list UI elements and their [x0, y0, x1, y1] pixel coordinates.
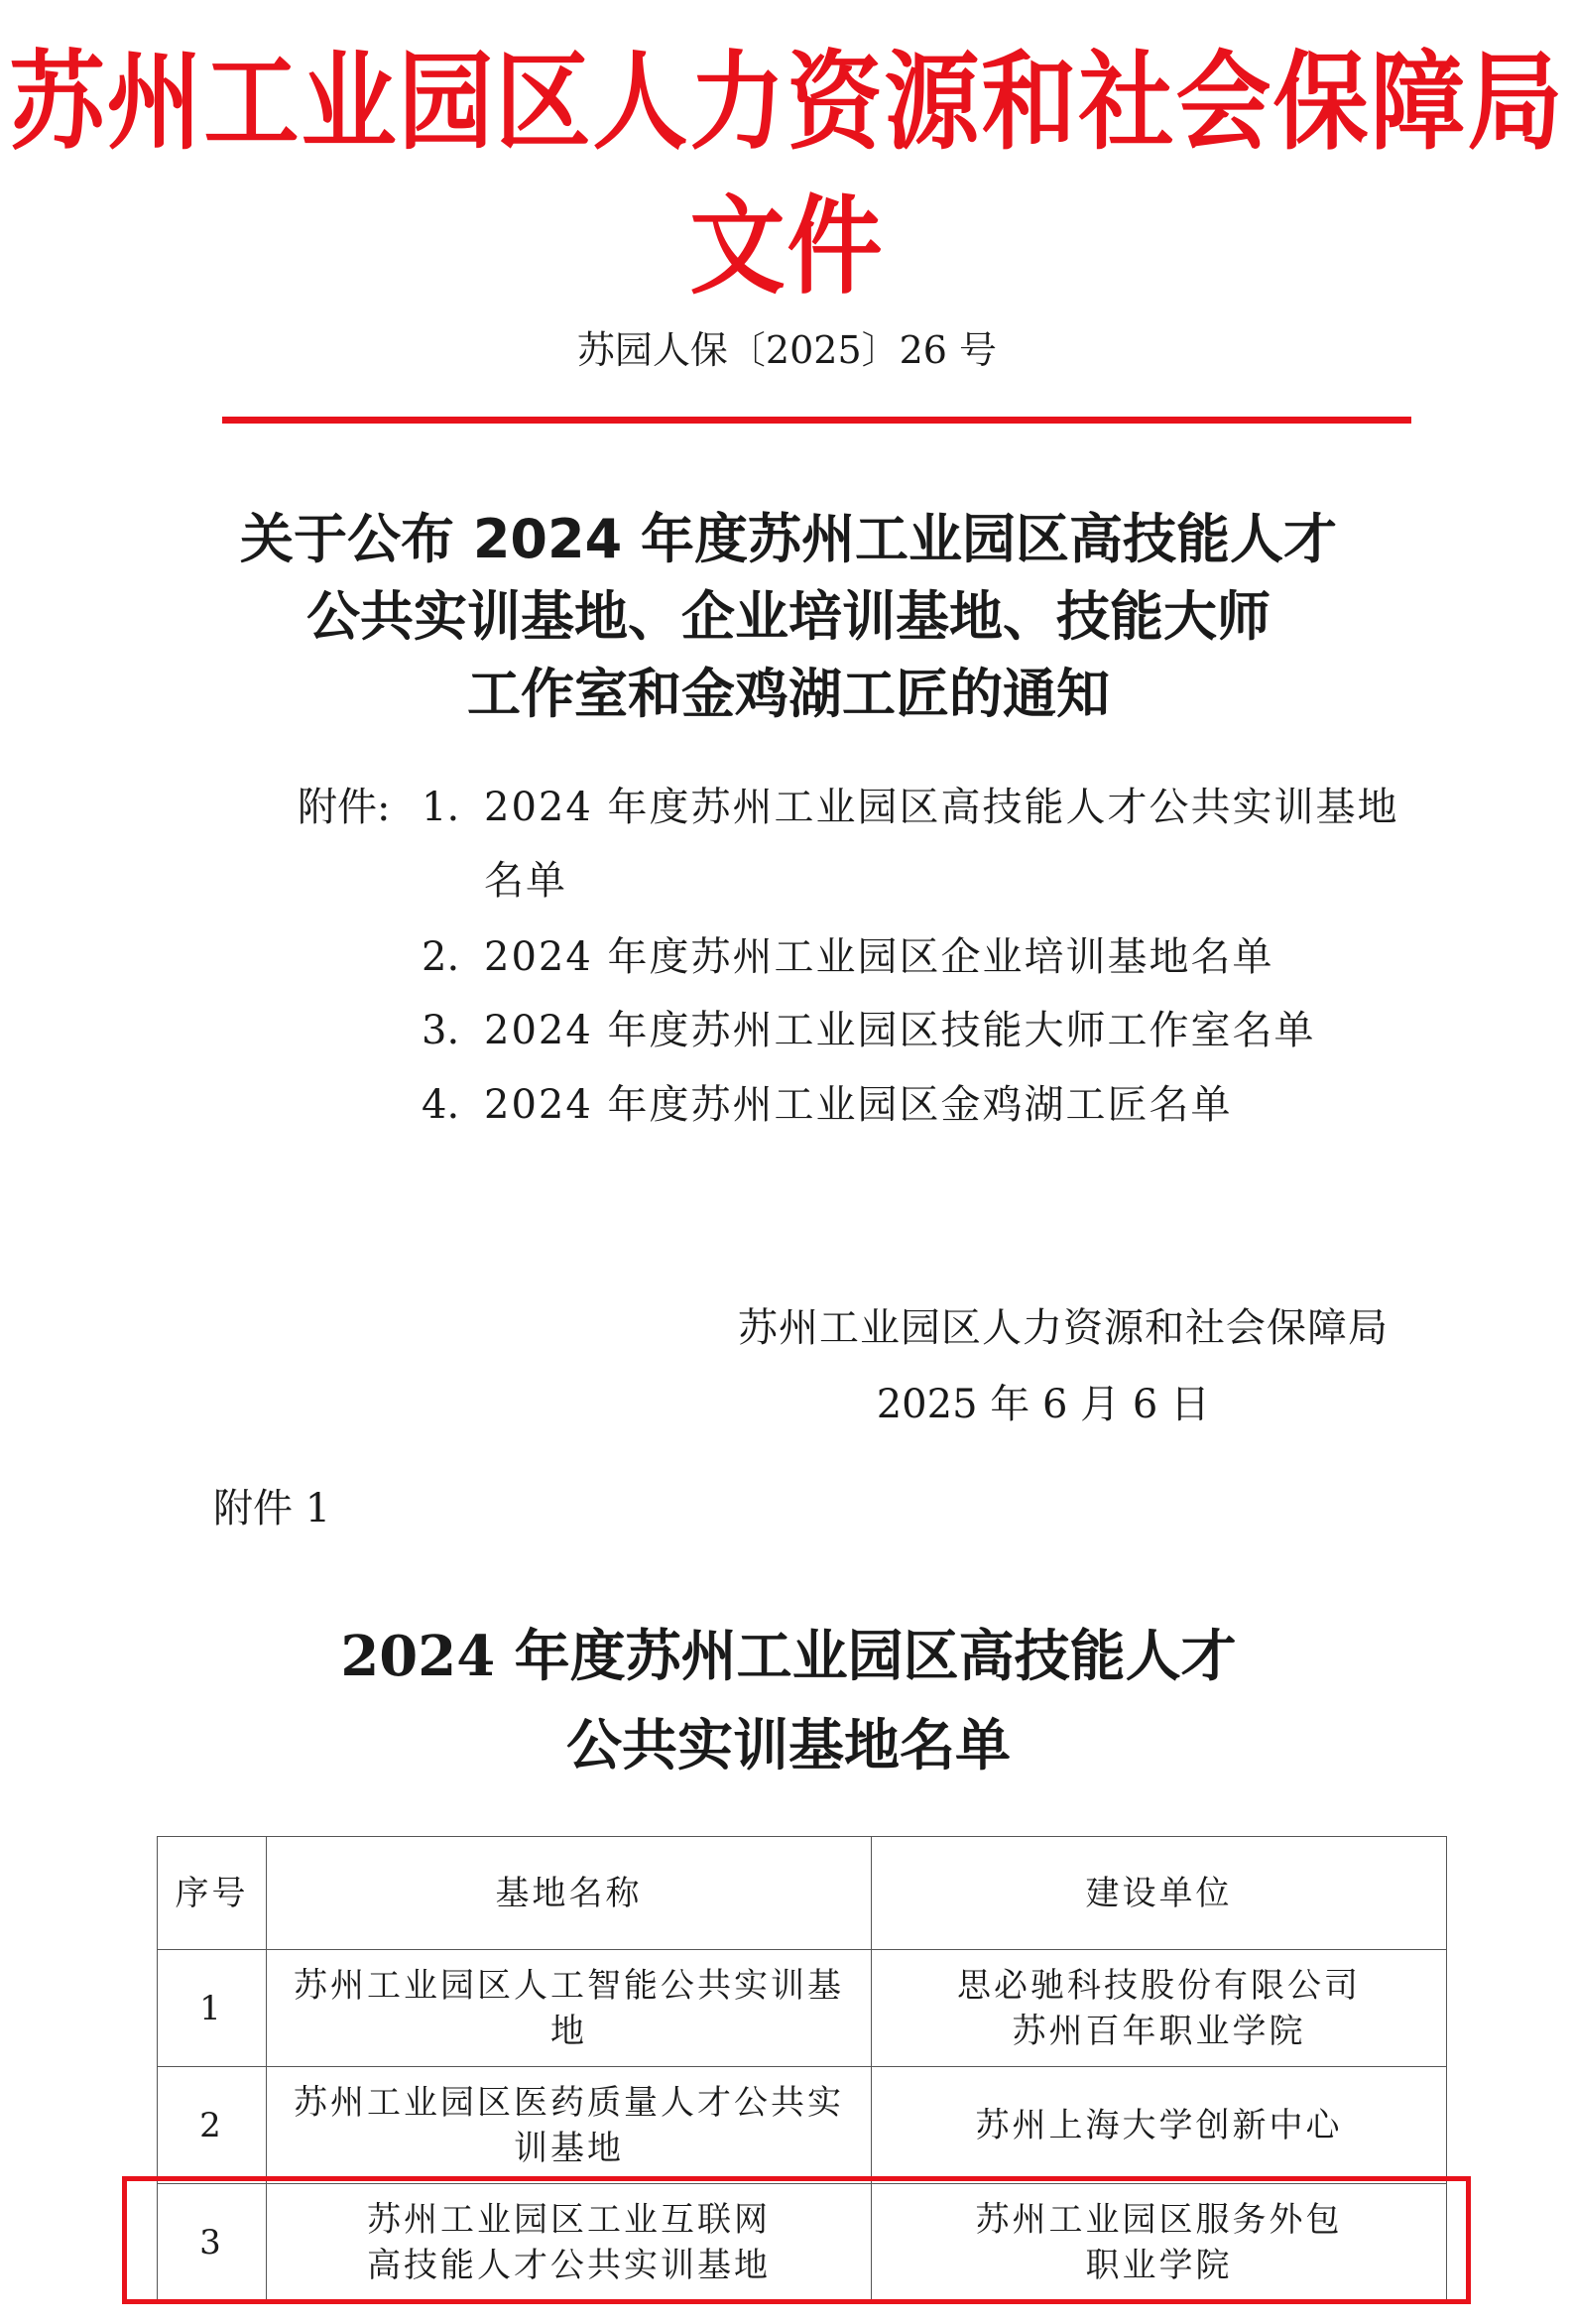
table-row: [158, 2067, 1447, 2184]
base-name: 苏州工业园区人工智能公共实训基地: [267, 1950, 872, 2067]
header-index: 序号: [158, 1837, 267, 1950]
base-name: 苏州工业园区工业互联网 高技能人才公共实训基地: [267, 2184, 872, 2301]
list-title-line-2: 公共实训基地名单: [566, 1713, 1011, 1778]
title-line-2: 公共实训基地、企业培训基地、技能大师: [306, 585, 1271, 648]
table-header-row: [158, 1837, 1447, 1950]
header-construction-unit: 建设单位: [872, 1837, 1447, 1950]
table-row: [158, 1950, 1447, 2067]
title-line-3: 工作室和金鸡湖工匠的通知: [467, 663, 1110, 725]
construction-unit: 思必驰科技股份有限公司 苏州百年职业学院: [872, 1950, 1447, 2067]
row-index: 3: [158, 2184, 267, 2301]
attachment-item-1-continuation: 名单: [484, 858, 567, 904]
red-divider-line: [222, 417, 1411, 424]
list-title: [149, 1612, 1428, 1790]
row-3-highlight-box: [122, 2176, 1471, 2304]
document-masthead: 苏州工业园区人力资源和社会保障局文件: [9, 40, 1565, 309]
construction-unit: 苏州上海大学创新中心: [872, 2067, 1447, 2184]
issue-date: 2025 年 6 月 6 日: [876, 1382, 1210, 1427]
attachment-item-3-text: 2024 年度苏州工业园区技能大师工作室名单: [484, 1008, 1316, 1053]
notice-title: [149, 501, 1428, 733]
attachment-item-1-text: 2024 年度苏州工业园区高技能人才公共实训基地: [484, 785, 1399, 830]
construction-unit: 苏州工业园区服务外包 职业学院: [872, 2184, 1447, 2301]
base-name: 苏州工业园区医药质量人才公共实训基地: [267, 2067, 872, 2184]
attachment-number: 1.: [422, 785, 460, 830]
annex-label: 附件 1: [213, 1486, 331, 1531]
attachment-item-4-text: 2024 年度苏州工业园区金鸡湖工匠名单: [484, 1082, 1233, 1128]
attachments-label: 附件:: [298, 785, 391, 830]
attachment-number: 2.: [422, 934, 460, 980]
row-index: 1: [158, 1950, 267, 2067]
row-index: 2: [158, 2067, 267, 2184]
header-base-name: 基地名称: [267, 1837, 872, 1950]
issuing-authority: 苏州工业园区人力资源和社会保障局: [738, 1305, 1389, 1351]
document-number: 苏园人保〔2025〕26 号: [576, 328, 998, 372]
attachment-item-2-text: 2024 年度苏州工业园区企业培训基地名单: [484, 934, 1274, 980]
title-line-1: 关于公布 2024 年度苏州工业园区高技能人才: [240, 508, 1337, 570]
list-title-line-1: 2024 年度苏州工业园区高技能人才: [340, 1624, 1237, 1689]
attachment-number: 4.: [422, 1082, 460, 1128]
attachment-number: 3.: [422, 1008, 460, 1053]
